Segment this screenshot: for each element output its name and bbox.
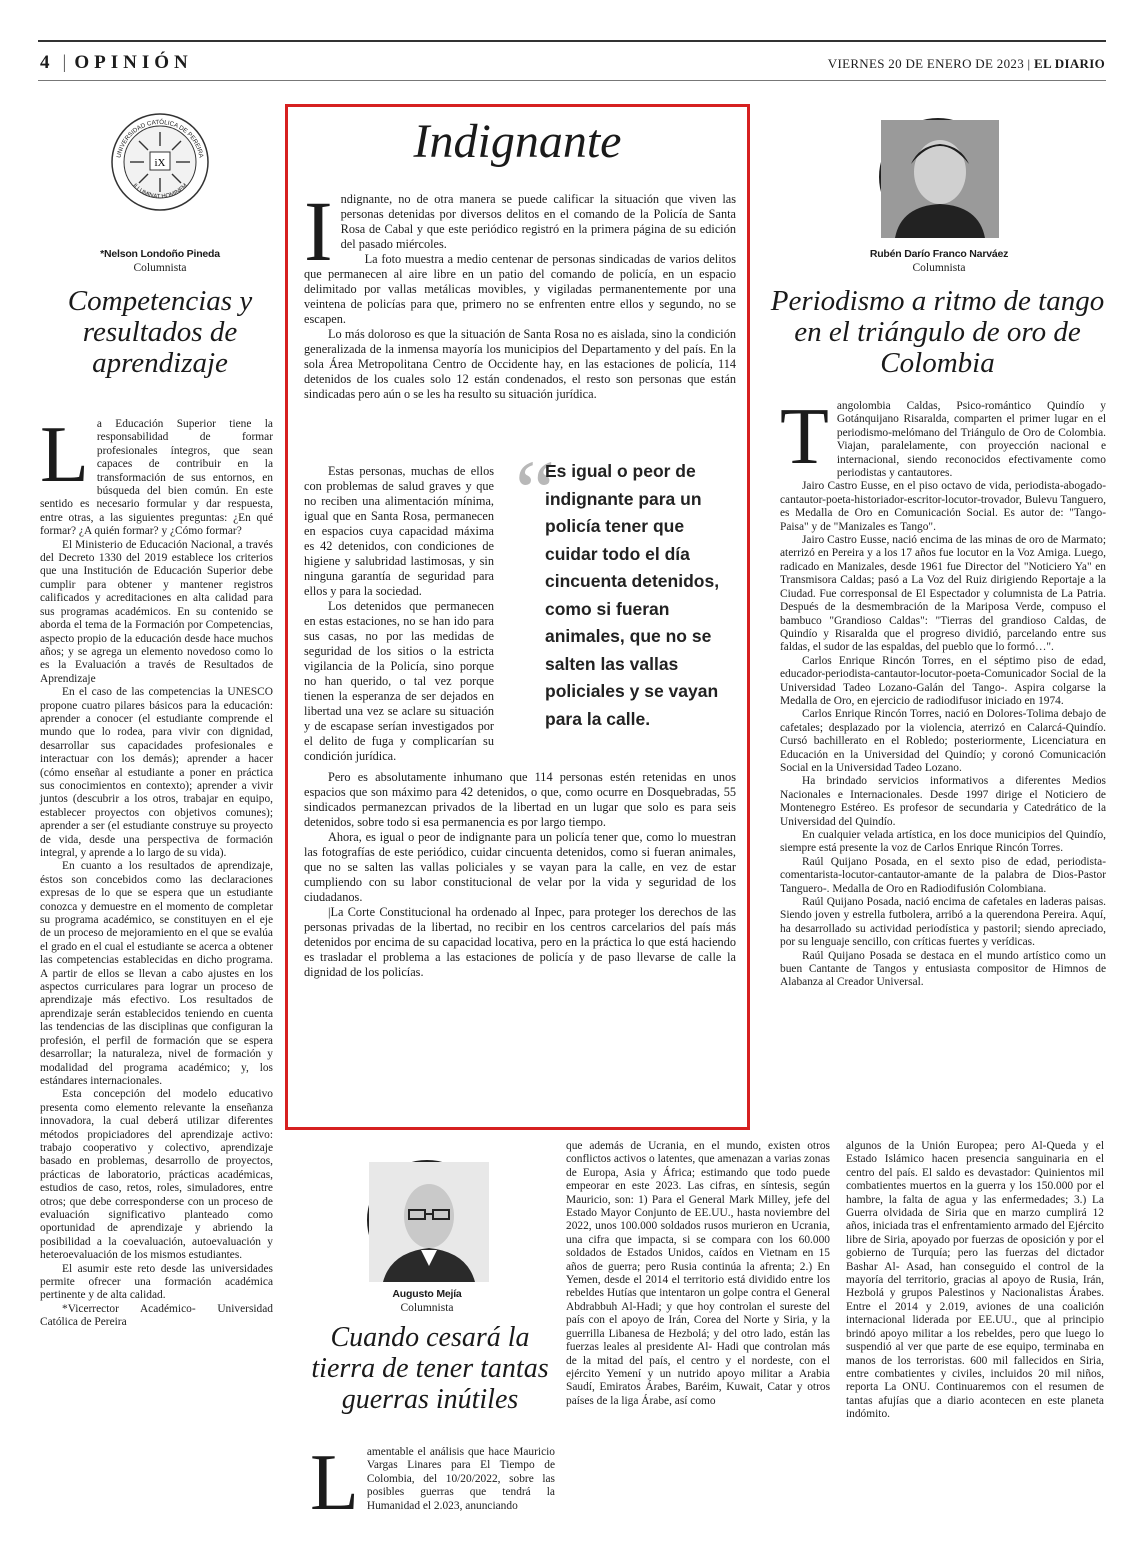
bottom-paragraph: algunos de la Unión Europea; pero Al-Queda y el Estado Islámico hacen presencia sanguinaria en el centro del país. El saldo es devastador: Quinientos mil combatientes muertos en la guerra y los 150.000 por el hambre, la falta de agua y las enfermedades; 3.) La Guerra olvidada de Siria que en marzo cumplirá 12 años, iniciada tras el enfrentamiento armado del Ejército libre de Siria, apoyado por fuerzas de oposición y por el gobierno de Turquía; pero las fuerzas del dictador Bashar Al- Asad, han conseguido el control de la mayoría del territorio, gracias al apoyo de Rusia, Irán, Hezbolá y grupos Palestinos y Nacionalistas Árabes. Entre el 2014 y 2.019, aviones de una coalición internacional liderada por EE.UU., que al principio brindó apoyo militar a los rebeldes, pero que luego lo suspendió al ver que parte de ese equipo, terminaba en manos de los terroristas. 600 mil fallecidos en Siria, entre combatientes y civiles, incluidos 20 mil niños, reporta La ONU. Continuaremos con el resumen de tantas afujías que a diario acontecen en este planeta indómito. — [846, 1140, 1104, 1421]
bottom-article-col3 — [846, 1140, 1104, 1535]
left-paragraph: En el caso de las competencias la UNESCO propone cuatro pilares básicos para la educación: aprender a conocer (el estudiante comprende el mundo que lo rodea, para vivir con dignidad, desarrollar sus capacidades profesionales e interactuar con los demás); aprender a hacer (cómo enseñar al estudiante a poner en práctica sus conocimientos en contexto); aprender a vivir juntos (descubrir a los otros, trabajar en equipo, establecer proyectos con objetivos comunes); aprender a ser (el estudiante construye su proyecto de vida, desde una perspectiva de formación integral, y aprende a lo largo de su vida). — [40, 686, 273, 859]
right-paragraph: Raúl Quijano Posada se destaca en el mundo artístico como un buen Cantante de Tangos y entusiasta compositor de Himnos de Alabanza al Creador Universal. — [780, 949, 1106, 989]
section-name: OPINIÓN — [74, 52, 193, 73]
left-drop-cap: L — [40, 411, 89, 499]
svg-text:UNIVERSIDAD CATÓLICA DE PEREIR — [115, 119, 204, 159]
bottom-headline: Cuando cesará la tierra de tener tantas guerras inútiles — [311, 1322, 549, 1415]
editorial-paragraph: La foto muestra a medio centenar de personas sindicadas de varios delitos que permanecen al aire libre en un patio del comando de policía, en un espacio delimitado por vallas metálicas movibles, y vigiladas permanentemente por una veintena de policías para que, primero no se enfrenten entre ellos y segundo, no se escapen. — [304, 252, 736, 326]
right-paragraph: Jairo Castro Eusse, en el piso octavo de vida, periodista-abogado-cantautor-poeta-historiador-escritor-locutor-trovador, Bulevu Tanguero, es Medalla de Oro en Comunicación Social. Es autor de: "Tango-Paisa" y de "Manizales es Tango". — [780, 480, 1106, 533]
bottom-article-col1 — [310, 1439, 555, 1536]
quote-mark-icon: “ — [515, 443, 555, 542]
page-dateline: VIERNES 20 DE ENERO DE 2023 | EL DIARIO — [827, 56, 1105, 71]
bottom-author-name: Augusto Mejía — [392, 1288, 462, 1300]
university-logo-text — [110, 112, 210, 212]
editorial-paragraph: Pero es absolutamente inhumano que 114 personas estén retenidas en unos espacios que son máximo para 42 detenidos, o que, como ocurre en Dosquebradas, 55 sindicados permanezcan privados de la libertad en un lugar que solo es para seis detenidos, sobre todo si esa permanencia es por largo tiempo. — [304, 770, 736, 829]
issue-date: VIERNES 20 DE ENERO DE 2023 — [827, 56, 1024, 71]
left-author-role: Columnista — [133, 262, 187, 274]
right-paragraph: Carlos Enrique Rincón Torres, nació en Dolores-Tolima debajo de cafetales; desplazado por la violencia, aterrizó en Calarcá-Quindío. Cursó bachillerato en el Robledo; posteriormente, Licenciatura en Educación en la Universidad del Quindío; y coronó Comunicación Social en la Universidad Tadeo Lozano. — [780, 708, 1106, 774]
logo-ring-text: UNIVERSIDAD CATÓLICA DE PEREIRA — [115, 118, 205, 159]
editorial-paragraph: ndignante, no de otra manera se puede calificar la situación que viven las personas detenidas por diversos delitos en el comando de la Policía de Santa Rosa de Cabal y que este periódico registró en la primera página de su edición del pasado miércoles. — [340, 192, 736, 251]
bottom-author-photo — [367, 1160, 487, 1280]
editorial-body-bottom — [304, 770, 736, 1122]
pull-quote-text: Es igual o peor de indignante para un policía tener que cuidar todo el día cincuenta detenidos, como si fueran animales, que no se salten las vallas policiales y se vayan para la calle. — [545, 461, 720, 729]
left-paragraph: El Ministerio de Educación Nacional, a través del Decreto 1330 del 2019 establece los criterios que una Institución de Educación Superior debe cumplir para obtener y mantener registros calificados y acreditaciones en alta calidad para sus programas académicos. En su contenido se aborda el tema de la Formación por Competencias, aspecto propio de la educación desde hace muchos años; y se agrega un elemento novedoso como lo es la Evaluación a través de Resultados de Aprendizaje — [40, 538, 273, 685]
right-paragraph: Carlos Enrique Rincón Torres, en el séptimo piso de edad, educador-periodista-cantautor-locutor-poeta-Comunicador Social de la Universidad Tadeo Lozano-Galán del Tango-. Aspira colgarse la Medalla de Oro, en ejercicio de radiodifusor iniciado en 1974. — [780, 654, 1106, 707]
editorial-headline: Indignante — [413, 115, 622, 168]
left-paragraph: a Educación Superior tiene la responsabilidad de formar profesionales íntegros, que sean capaces de contribuir en la transformación de sus entornos, en búsqueda del bien común. En este sentido es necesario formular y dar respuesta, entre otras, a las siguientes preguntas: ¿En qué formar? ¿A quién formar? y ¿Cómo formar? — [40, 418, 273, 538]
left-article-body — [40, 411, 273, 1528]
bottom-author-role: Columnista — [400, 1302, 454, 1314]
page-number: 4 — [40, 52, 55, 73]
left-paragraph: Esta concepción del modelo educativo presenta como elemento relevante la enseñanza innovadora, la cual deberá utilizar diferentes métodos propiciadores del aprendizaje activo: trabajo cooperativo y colectivo, aprendizaje basado en problemas, desarrollo de proyectos, prácticas de laboratorio, prácticas académicas, estudios de caso, retos, roles, simuladores, entre otros; que debe corresponderse con un proceso de evaluación significativo planteado como oportunidad de aprendizaje y abriendo la posibilidad a la coevaluación, autoevaluación y heteroevaluación de los mismos estudiantes. — [40, 1088, 273, 1262]
logo-motto: ILLUMINAT HOMINEM — [131, 182, 189, 201]
editorial-paragraph: Lo más doloroso es que la situación de Santa Rosa no es aislada, sino la condición generalizada de la inmensa mayoría los municipios del Departamento y del país. En la sola Área Metropolitana Centro de Occidente hay, en las estaciones de policía, 114 detenidos de los cuales solo 12 están condenados, el resto son personas que están sindicadas pero aún o se les ha resulto su situación jurídica. — [304, 327, 736, 401]
bottom-article-col2 — [566, 1140, 830, 1535]
right-paragraph: Raúl Quijano Posada, en el sexto piso de edad, periodista-comentarista-locutor-cantautor-amante de la palabra de Dios-Pastor Tanguero-. Medalla de Oro en Radiodifusión Colombiana. — [780, 855, 1106, 895]
svg-text:iX: iX — [154, 157, 166, 169]
editorial-body-top — [304, 183, 736, 464]
right-author-photo — [879, 118, 997, 236]
right-paragraph: angolombia Caldas, Psico-romántico Quindío y Gotánquijano Risaralda, comparten el primer lugar en el periodismo-melómano del Triángulo de Oro de Colombia. Viajan, paralelamente, con proyección nacional e internacional, siendo reconocidos efectivamente como periodistas y cantautores. — [836, 400, 1106, 480]
left-paragraph: En cuanto a los resultados de aprendizaje, éstos son concebidos como las declaraciones expresas de lo que se espera que un estudiante conozca y demuestre en el momento de completar su programa académico, se constituyen en el eje de un proceso de mejoramiento en el que se evalúa el grado en el cual el estudiante se acerca a obtener las competencias establecidas en dicho programa. A partir de ellos se llevan a cabo ajustes en los aspectos curriculares para lograr un proceso de aprendizaje más efectivo. Los resultados de aprendizaje serán establecidos teniendo en cuenta las tendencias de las disciplinas que configuran la profesión, el perfil de formación que se espera desarrollar; la naturaleza, nivel de formación y modalidad del programa académico; y, los estándares internacionales. — [40, 860, 273, 1087]
right-article-body — [780, 393, 1106, 1130]
svg-text:ILLUMINAT HOMINEM — [131, 183, 189, 200]
right-paragraph: En cualquier velada artística, en los doce municipios del Quindío, siempre está presente la voz de Carlos Enrique Rincón Torres. — [780, 829, 1106, 855]
newspaper-name: EL DIARIO — [1034, 56, 1105, 71]
editorial-paragraph: |La Corte Constitucional ha ordenado al Inpec, para proteger los derechos de las personas privadas de la libertad, no recibir en los centros carcelarios del país más detenidos por encima de su capacidad locativa, pero en la práctica lo que está haciendo es trasladar el problema a las estaciones de policía y de paso llevarse de calle la dignidad de los policías. — [304, 905, 736, 979]
editorial-paragraph: Estas personas, muchas de ellos con problemas de salud graves y que no reciben una alimentación mínima, igual que en Santa Rosa, permanecen en espacios cuya capacidad máxima es 42 detenidos, con condiciones de higiene y salubridad lastimosas, y sin ninguna garantía de seguridad para ellos y para la sociedad. — [304, 464, 494, 598]
editorial-pull-quote — [515, 443, 737, 763]
bottom-drop-cap: L — [310, 1439, 359, 1527]
right-paragraph: Ha brindado servicios informativos a diferentes Medios Nacionales e Internacionales. Desde 1997 dirige el Noticiero de Montenegro Estéreo. Es profesor de secundaria y Catedrático de la Universidad del Quindío. — [780, 775, 1106, 828]
header-bottom-rule — [38, 80, 1106, 81]
right-paragraph: Jairo Castro Eusse, nació encima de las minas de oro de Marmato; aterrizó en Pereira y a los 17 años fue locutor en la Voz Amiga. Luego, radicado en Manizales, desde 1961 fue Director del "Noticiero Ya" en Transmisora Caldas; pasó a La Voz del Ruiz dirigiendo Reportaje a la Ciudad. Fue corresponsal de El Espectador y columnista de La Patria. Después de la desmembración de la Mariposa Verde, compuso el bambuco "Grandioso Caldas": "Tierras del grandioso Caldas, de Quindío y Risaralda que el progreso dividió, parcelando entre sus faldas, el sudor de las espaldas, del pueblo que lo formó…". — [780, 534, 1106, 654]
editorial-body-narrow — [304, 464, 494, 763]
editorial-paragraph: Los detenidos que permanecen en estas estaciones, no se han ido para sus casas, no por las medidas de seguridad de los sitios o la estricta vigilancia de la Policía, sino porque no han querido, o tal vez porque tienen la esperanza de ser dejados en libertad una vez se aclare su situación y de escapase serían investigados por el delito de fuga y complicarían su condición jurídica. — [304, 599, 494, 763]
editorial-paragraph: Ahora, es igual o peor de indignante para un policía tener que, como lo muestran las fotografías de este periódico, cuidar cincuenta detenidos, como si fueran animales, que no se salten las vallas policiales y se vayan para la calle, en vez de estar cumpliendo con su labor constitucional de velar por la vida y seguridad de los ciudadanos. — [304, 830, 736, 904]
bottom-paragraph: que además de Ucrania, en el mundo, existen otros conflictos activos o latentes, que amenazan a varias zonas de Europa, Asia y África; estimando que todo puede empeorar en este 2023. Las cifras, en síntesis, según Mauricio, son: 1) Para el General Mark Milley, jefe del Estado Mayor Conjunto de EE.UU., hasta noviembre del 2022, unos 100.000 soldados rusos murieron en Ucrania, una cifra que impacta, si se compara con los 60.000 soldados de Estados Unidos, caídos en Vietnam en 15 años de guerra; pero Rusia continúa la afrenta; 2.) En Yemen, desde el 2014 el territorio está dividido entre los rebeldes Hutías que intentaron un golpe contra el General Abdrabbuh Al-Hadi; y que hoy controlan el sureste del país con el apoyo de Irán, Corea del Norte y Siria, y la guerrilla Libanesa de Hezbolá; y del otro lado, están las fuerzas leales al presidente Al- Hadi que controlan más de la mitad del país, el centro y el nordeste, con el ejército Yemení y un nutrido apoyo militar a Arabia Saudí, Emiratos Árabes, Baréim, Kuwait, Catar y otros países de la liga Árabe, así como — [566, 1140, 830, 1407]
right-author-name: Rubén Darío Franco Narváez — [869, 248, 1009, 260]
right-drop-cap: T — [780, 393, 829, 481]
left-author-name: *Nelson Londoño Pineda — [100, 248, 220, 260]
header-top-rule — [38, 40, 1106, 42]
right-author-role: Columnista — [912, 262, 966, 274]
left-footnote: *Vicerrector Académico- Universidad Católica de Pereira — [40, 1302, 273, 1329]
left-headline: Competencias y resultados de aprendizaje — [67, 285, 253, 379]
bottom-paragraph: amentable el análisis que hace Mauricio Vargas Linares para El Tiempo de Colombia, del 10/20/2022, sobre las posibles guerras que tendrá la Humanidad el 2.023, anunciando — [366, 1446, 555, 1512]
right-headline: Periodismo a ritmo de tango en el triángulo de oro de Colombia — [770, 285, 1105, 379]
right-paragraph: Raúl Quijano Posada, nació encima de cafetales en laderas paisas. Siendo joven y estrella futbolera, arribó a la querendona Pereira. Aquí, ha desarrollado su actividad periodística y pastoril; siendo apreciado, por su lenguaje sencillo, con críticas fuertes y verídicas. — [780, 896, 1106, 949]
editorial-drop-cap: I — [304, 183, 333, 279]
page-section-label: 4 | OPINIÓN — [40, 52, 193, 73]
left-paragraph: El asumir este reto desde las universidades permite ofrecer una formación académica pertinente y de alta calidad. — [40, 1262, 273, 1302]
